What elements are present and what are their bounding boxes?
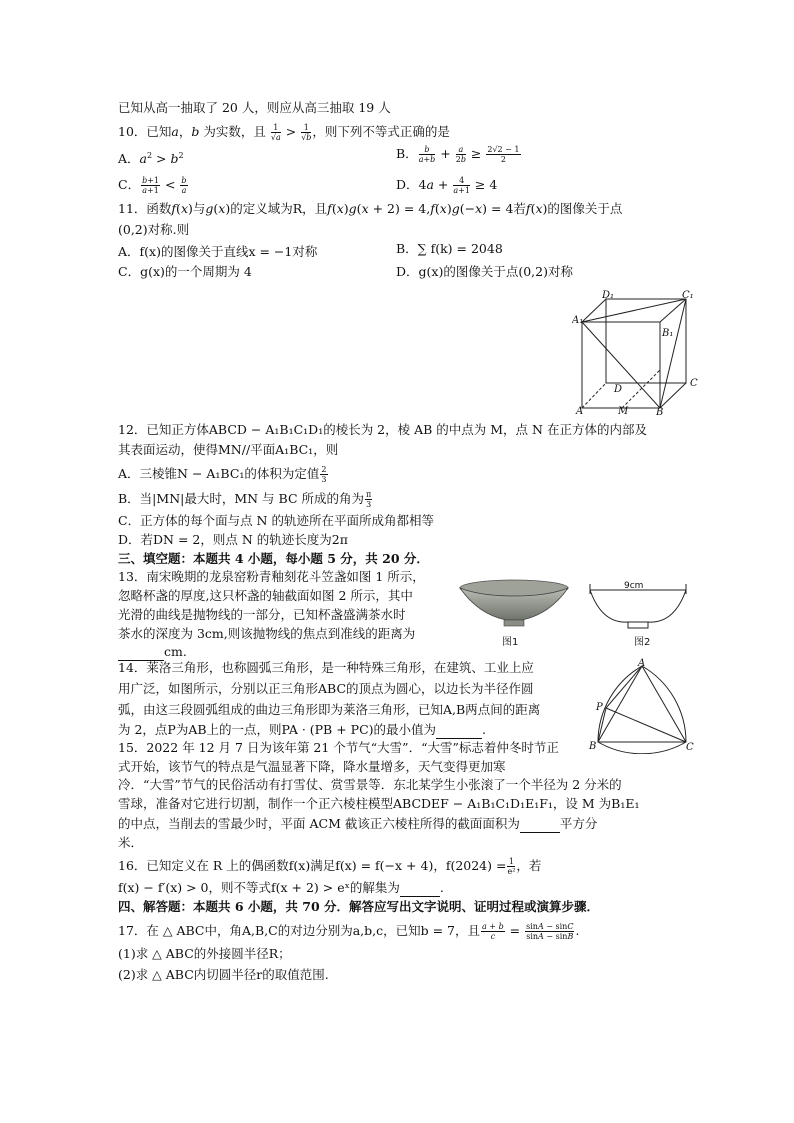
q14-line4: 为 2，点P为AB上的一点，则PA · (PB + PC)的最小值为 . — [118, 722, 486, 737]
q11-stem-line1: 11．函数f(x)与g(x)的定义域为R，且f(x)g(x + 2) = 4,f(x)g(−x) = 4若f(x)的图像关于点 — [118, 201, 623, 216]
q13-line1: 13．南宋晚期的龙泉窑粉青釉刻花斗笠盏如图 1 所示， — [118, 569, 425, 584]
q12-option-d[interactable]: D．若DN = 2，则点 N 的轨迹长度为2π — [118, 532, 348, 547]
reuleaux-label-a: A — [638, 658, 646, 669]
q15-line5: 的中点，当削去的雪最少时，平面 ACM 截该正六棱柱所得的截面面积为 平方分 — [118, 816, 598, 831]
q17-line1: 17．在 △ ABC中，角A,B,C的对边分别为a,b,c，已知b = 7，且 $\frac{a + b}{c}$ = $\frac{\sin A - \sin C}{\sin A - \sin B}$ . — [118, 922, 580, 941]
q10-stem: 10．已知a，b 为实数，且 $\frac{1}{√a}$ > $\frac{1}{√b}$ ，则下列不等式正确的是 — [118, 123, 450, 142]
cube-label-m: M — [618, 406, 629, 416]
q15-line1: 15．2022 年 12 月 7 日为该年第 21 个节气“大雪”．“大雪”标志着仲冬时节正 — [118, 740, 559, 755]
reuleaux-label-c: C — [686, 742, 694, 753]
q11-option-d[interactable]: D．g(x)的图像关于点(0,2)对称 — [396, 264, 573, 279]
q11-option-a[interactable]: A．f(x)的图像关于直线x = −1对称 — [118, 244, 318, 259]
q16-answer-blank[interactable] — [400, 880, 440, 897]
q14-line3: 弧，由这三段圆弧组成的曲边三角形即为莱洛三角形，已知A,B两点间的距离 — [118, 702, 541, 717]
q10-option-a[interactable]: A．$a^2 > b^2$ — [118, 151, 184, 167]
q12-option-c[interactable]: C．正方体的每个面与点 N 的轨迹所在平面所成角都相等 — [118, 513, 434, 528]
cube-label-d: D — [614, 384, 623, 395]
q11-option-b[interactable]: B．∑ f(k) = 2048 — [396, 241, 503, 256]
reuleaux-triangle-figure — [588, 658, 694, 754]
cube-label-a: A — [576, 406, 584, 416]
q12-option-b[interactable]: B．当|MN|最大时，MN 与 BC 所成的角为 $\frac{\pi}{3}$ — [118, 490, 372, 509]
fig2-width-label: 9cm — [624, 581, 644, 591]
fig2-caption: 图2 — [634, 637, 651, 648]
q10-option-d[interactable]: D．4a + $\frac{4}{a+1}$ ≥ 4 — [396, 176, 498, 195]
q16-line2: f(x) − f′(x) > 0，则不等式f(x + 2) > eˣ的解集为 . — [118, 880, 444, 895]
q15-answer-blank[interactable] — [520, 816, 560, 833]
q12-stem-line1: 12．已知正方体ABCD − A₁B₁C₁D₁的棱长为 2，棱 AB 的中点为 M，点 N 在正方体的内部及 — [118, 422, 647, 437]
q12-option-a[interactable]: A．三棱锥N − A₁BC₁的体积为定值 $\frac{2}{3}$ — [118, 465, 327, 484]
q10-stem-b: 为实数，且 — [203, 124, 266, 139]
cube-label-c1: C₁ — [682, 290, 694, 301]
cube-label-b1: B₁ — [662, 328, 674, 339]
cube-figure — [572, 290, 702, 416]
q17-part1: (1)求 △ ABC的外接圆半径R； — [118, 946, 291, 961]
cube-label-d1: D₁ — [602, 290, 615, 301]
text-line-1: 已知从高一抽取了 20 人，则应从高三抽取 19 人 — [118, 100, 391, 115]
reuleaux-label-b: B — [589, 741, 597, 752]
fig1-caption: 图1 — [502, 637, 519, 648]
reuleaux-label-p: P — [596, 702, 603, 713]
q11-option-c[interactable]: C．g(x)的一个周期为 4 — [118, 264, 252, 279]
q14-answer-blank[interactable] — [436, 722, 482, 739]
bowl-cross-section-figure — [588, 578, 688, 632]
q15-line6: 米． — [118, 835, 144, 850]
q12-stem-line2: 其表面运动，使得MN//平面A₁BC₁，则 — [118, 442, 339, 457]
q13-line4: 茶水的深度为 3cm,则该抛物线的焦点到准线的距离为 — [118, 626, 416, 641]
cube-label-b: B — [656, 407, 664, 416]
cube-label-c: C — [690, 378, 698, 389]
section-3-heading: 三、填空题：本题共 4 小题，每小题 5 分，共 20 分． — [118, 551, 429, 566]
q10-option-c[interactable]: C． $\frac{b+1}{a+1}$ < $\frac{b}{a}$ — [118, 176, 187, 195]
q16-line1: 16．已知定义在 R 上的偶函数f(x)满足f(x) = f(−x + 4)，f(2024) = $\frac{1}{\text{e²}}$ ，若 — [118, 857, 542, 876]
q17-part2: (2)求 △ ABC内切圆半径r的取值范围. — [118, 967, 329, 982]
q15-line4: 雪球，准备对它进行切割，制作一个正六棱柱模型ABCDEF − A₁B₁C₁D₁E₁F₁，设 M 为B₁E₁ — [118, 796, 640, 811]
section-4-heading: 四、解答题：本题共 6 小题，共 70 分．解答应写出文字说明、证明过程或演算步骤． — [118, 899, 600, 914]
q14-line2: 用广泛，如图所示，分别以正三角形ABC的顶点为圆心，以边长为半径作圆 — [118, 681, 534, 696]
q10-stem-c: ，则下列不等式正确的是 — [312, 124, 450, 139]
q10-stem-a: 10．已知 — [118, 124, 172, 139]
q15-line2: 式开始，该节气的特点是气温显著下降，降水量增多，天气变得更加寒 — [118, 759, 506, 774]
bowl-photo-figure — [458, 578, 570, 632]
q13-answer-blank[interactable] — [118, 644, 164, 661]
q11-stem-line2: (0,2)对称.则 — [118, 222, 190, 237]
q15-line3: 冷．“大雪”节气的民俗活动有打雪仗、赏雪景等．东北某学生小张滚了一个半径为 2 分米的 — [118, 777, 622, 792]
q13-line3: 光滑的曲线是抛物线的一部分，已知杯盏盛满茶水时 — [118, 607, 406, 622]
q10-option-b[interactable]: B． $\frac{b}{a+b}$ + $\frac{a}{2b}$ ≥ $\frac{2√2 - 1}{2}$ — [396, 145, 520, 164]
q13-line2: 忽略杯盏的厚度,这只杯盏的轴截面如图 2 所示，其中 — [118, 588, 413, 603]
q14-line1: 14．莱洛三角形，也称圆弧三角形，是一种特殊三角形，在建筑、工业上应 — [118, 660, 534, 675]
cube-label-a1: A₁ — [572, 315, 584, 326]
q13-line5: cm. — [118, 644, 187, 661]
